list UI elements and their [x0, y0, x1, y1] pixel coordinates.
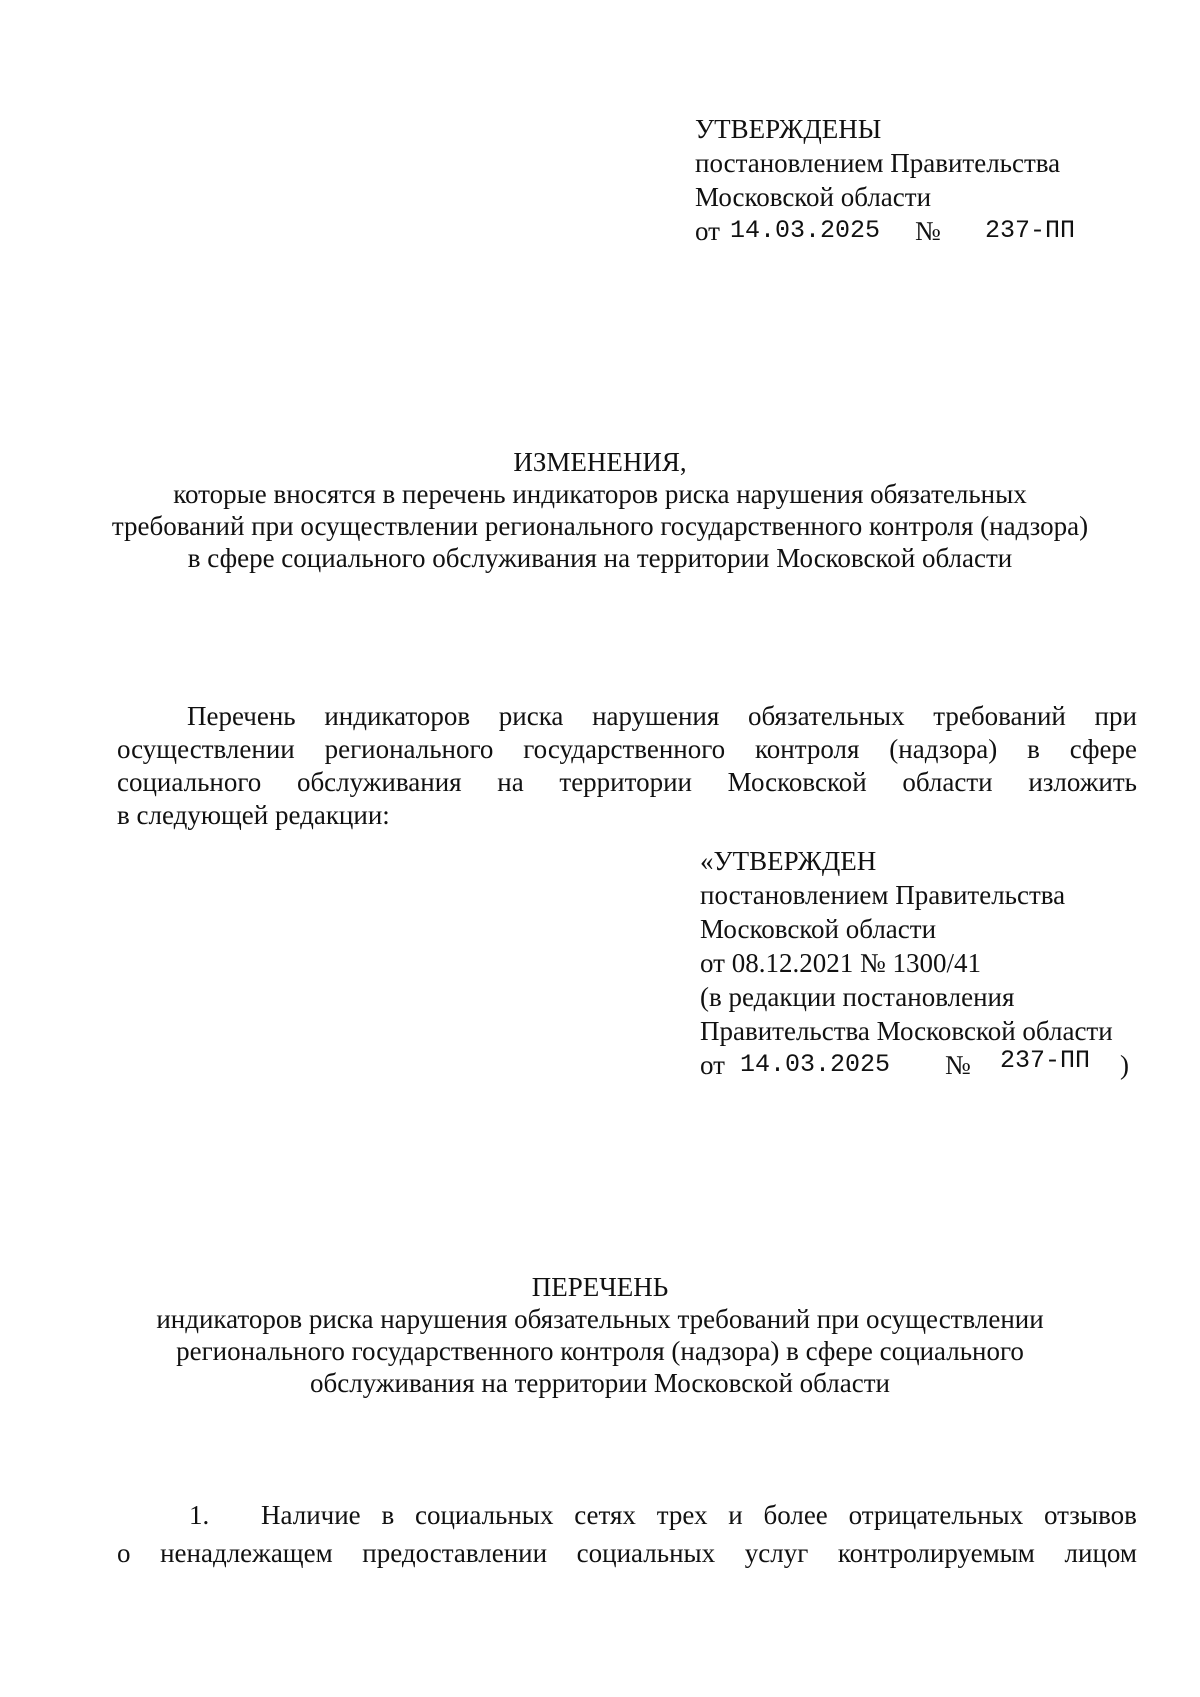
approval-block-top	[695, 112, 1076, 248]
changes-title: ИЗМЕНЕНИЯ,	[513, 447, 687, 477]
word: отрицательных	[848, 1500, 1024, 1530]
word: Московской	[727, 767, 867, 797]
list-subtitle-line: индикаторов риска нарушения обязательных требований при осуществлении	[156, 1304, 1044, 1334]
word: Перечень	[187, 701, 296, 731]
approval-line: Московской области	[700, 914, 937, 944]
word: изложить	[1028, 767, 1137, 797]
word: сфере	[1069, 734, 1137, 764]
word: и	[728, 1500, 743, 1530]
approval-line: постановлением Правительства	[700, 880, 1066, 910]
word: трех	[656, 1500, 708, 1530]
word: предоставлении	[362, 1538, 548, 1568]
approval-date-number	[700, 1046, 1129, 1082]
approval-number: 237-ПП	[1000, 1046, 1091, 1075]
word: лицом	[1064, 1538, 1137, 1568]
list-subtitle-line: обслуживания на территории Московской области	[310, 1368, 890, 1398]
word: территории	[559, 767, 692, 797]
word: контролируемым	[837, 1538, 1035, 1568]
word: индикаторов	[324, 701, 471, 731]
paragraph-line	[117, 1496, 1137, 1534]
word: обязательных	[747, 701, 905, 731]
list-item-1	[117, 1496, 1137, 1572]
word: социальных	[414, 1500, 554, 1530]
approval-line: Московской области	[695, 182, 932, 212]
word: риска	[498, 701, 564, 731]
word: области	[902, 767, 993, 797]
word: в	[381, 1500, 395, 1530]
approval-title: «УТВЕРЖДЕН	[700, 846, 877, 876]
word: социальных	[576, 1538, 716, 1568]
number-sign: №	[915, 216, 941, 246]
approval-block-second	[700, 844, 1129, 1082]
paragraph-line	[117, 1534, 1137, 1572]
word: государственного	[523, 734, 726, 764]
approval-date: 14.03.2025	[740, 1050, 891, 1079]
word: Наличие	[261, 1500, 361, 1530]
word: о	[117, 1538, 131, 1568]
word: социального	[117, 767, 262, 797]
changes-subtitle-line: требований при осуществлении регионального государственного контроля (надзора)	[111, 511, 1089, 541]
approval-line: (в редакции постановления	[700, 982, 1015, 1012]
paragraph-line	[117, 766, 1137, 799]
word: нарушения	[592, 701, 720, 731]
word: регионального	[324, 734, 494, 764]
approval-title: УТВЕРЖДЕНЫ	[695, 114, 882, 144]
word: обслуживания	[296, 767, 462, 797]
paragraph-line	[117, 700, 1137, 733]
changes-subtitle-line: в сфере социального обслуживания на территории Московской области	[187, 543, 1013, 573]
approval-date-number	[695, 214, 1076, 248]
word: контроля	[755, 734, 860, 764]
word: при	[1094, 701, 1137, 731]
approval-line: постановлением Правительства	[695, 148, 1061, 178]
approval-number: 237-ПП	[985, 216, 1076, 245]
word: ненадлежащем	[160, 1538, 333, 1568]
list-subtitle-line: регионального государственного контроля (надзора) в сфере социального	[176, 1336, 1024, 1366]
list-title: ПЕРЕЧЕНЬ	[531, 1272, 669, 1302]
word: в	[1027, 734, 1040, 764]
approval-line: от 08.12.2021 № 1300/41	[700, 948, 981, 978]
paragraph-line	[117, 733, 1137, 766]
word: сетях	[574, 1500, 636, 1530]
changes-subtitle-line: которые вносятся в перечень индикаторов риска нарушения обязательных	[173, 479, 1027, 509]
approval-line: Правительства Московской области	[700, 1016, 1113, 1046]
paragraph-line	[117, 799, 1137, 832]
item-number: 1.	[189, 1500, 210, 1530]
item-number-wrap	[189, 1496, 361, 1534]
word: осуществлении	[117, 734, 295, 764]
word: услуг	[744, 1538, 809, 1568]
from-label: от	[695, 216, 720, 246]
closing-parenthesis: )	[1120, 1050, 1129, 1080]
word: (надзора)	[889, 734, 998, 764]
word: более	[763, 1500, 828, 1530]
number-sign: №	[945, 1050, 971, 1080]
word: отзывов	[1043, 1500, 1137, 1530]
changes-heading	[100, 446, 1100, 574]
word: на	[497, 767, 524, 797]
intro-paragraph	[117, 700, 1137, 832]
from-label: от	[700, 1050, 725, 1080]
approval-date: 14.03.2025	[730, 216, 881, 245]
word: требований	[933, 701, 1066, 731]
paragraph-last-line: в следующей редакции:	[117, 800, 390, 830]
list-heading	[100, 1271, 1100, 1399]
